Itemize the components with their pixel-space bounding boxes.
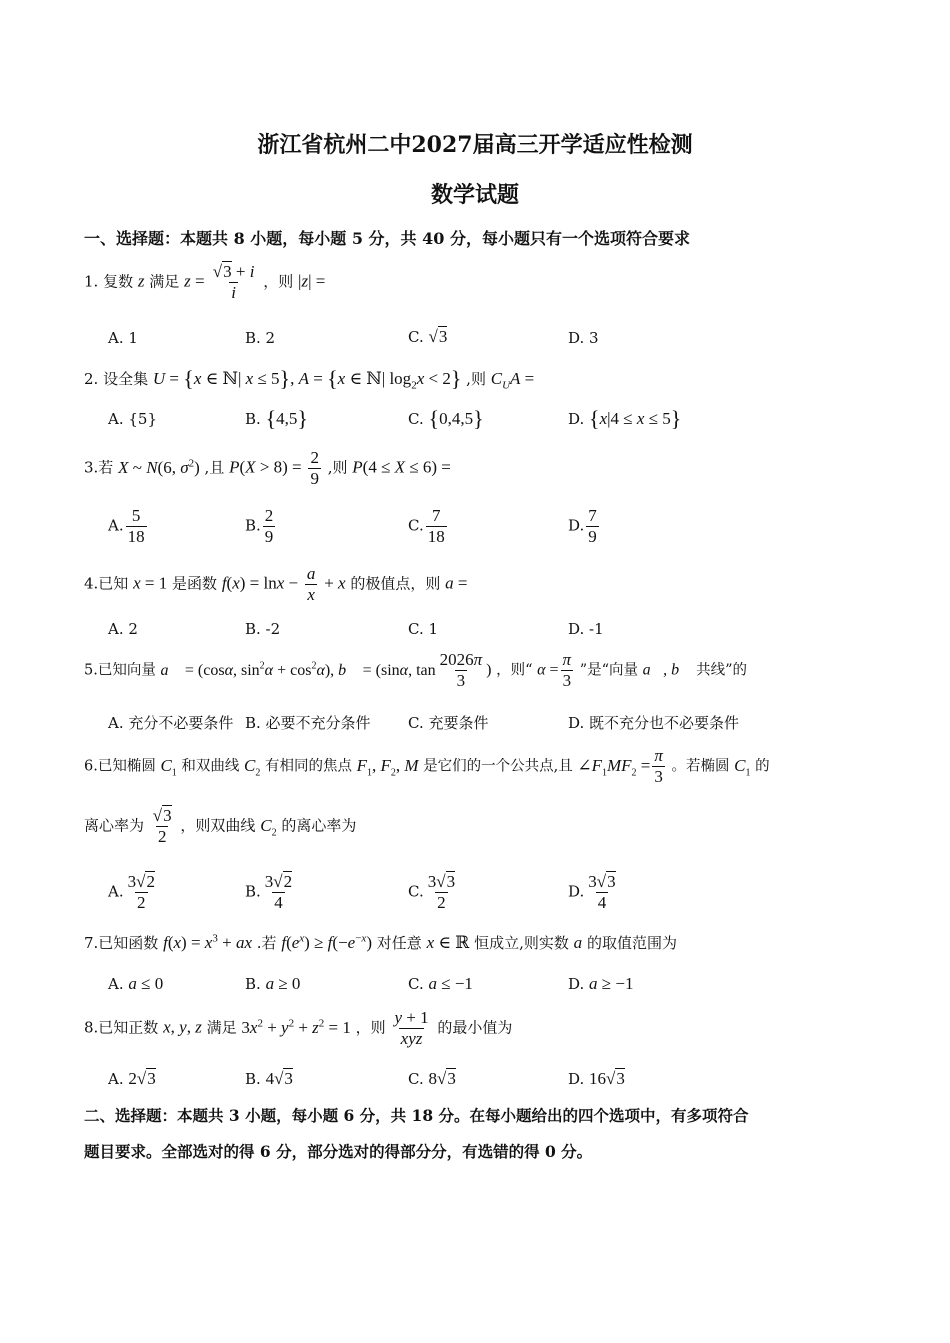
q2-option-c: C. {0,4,5} <box>408 406 484 431</box>
q6-option-b: B. $\frac{3√2}{4}$ <box>245 872 293 912</box>
q4-option-b: B. -2 <box>245 620 281 638</box>
q5-option-a: A. 充分不必要条件 <box>108 714 234 732</box>
q2-option-a: A. {5} <box>108 410 157 428</box>
q3-option-c: C. $\frac{7}{18}$ <box>408 506 445 546</box>
q8-option-b: B. 4√3 <box>245 1069 293 1088</box>
question-6-line-1: 6.已知椭圆 $C_1$ 和双曲线 $C_2$ 有相同的焦点 $F_1$, $F_2$, M 是它们的一个公共点,且 $\angle F_1MF_2$ = $\frac{\pi}{3}$ 。若椭圆 $C_1$ 的 <box>84 746 770 786</box>
question-4: 4.已知 x = 1 是函数 f(x) = lnx − $\frac{a}{x}$ + x 的极值点，则 a = <box>84 564 468 604</box>
q6-option-a: A. $\frac{3√2}{2}$ <box>108 872 155 912</box>
question-8: 8.已知正数 x, y, z 满足 $3x^2 + y^2 + z^2 = 1$ ，则 $\frac{y + 1}{\text{xyz}}$ 的最小值为 <box>84 1008 513 1048</box>
q4-option-d: D. -1 <box>568 620 604 638</box>
q7-option-c: C. a ≤ −1 <box>408 974 473 993</box>
section-one-heading: 一、选择题：本题共 8 小题，每小题 5 分，共 40 分，每小题只有一个选项符合要求 <box>84 229 690 248</box>
q1-option-c: C. √3 <box>408 327 448 346</box>
q2-option-d: D. {x|4 ≤ x ≤ 5} <box>568 406 682 431</box>
exam-subtitle: 数学试题 <box>430 182 519 208</box>
q2-option-b: B. {4,5} <box>245 406 308 431</box>
q1-option-b: B. 2 <box>245 329 276 347</box>
section-two-heading-line-1: 二、选择题：本题共 3 小题，每小题 6 分，共 18 分。在每小题给出的四个选项中，有多项符合 <box>84 1106 749 1125</box>
q4-option-c: C. 1 <box>408 620 439 638</box>
q4-option-a: A. 2 <box>108 620 138 638</box>
q5-option-c: C. 充要条件 <box>408 714 489 732</box>
q8-option-a: A. 2√3 <box>108 1069 156 1088</box>
q5-option-b: B. 必要不充分条件 <box>245 714 371 732</box>
q3-option-b: B. $\frac{2}{9}$ <box>245 506 274 546</box>
section-two-heading-line-2: 题目要求。全部选对的得 6 分，部分选对的得部分分，有选错的得 0 分。 <box>84 1142 593 1161</box>
q6-option-d: D. $\frac{3√3}{4}$ <box>568 872 616 912</box>
q5-option-d: D. 既不充分也不必要条件 <box>568 714 740 732</box>
q1-option-d: D. 3 <box>568 329 599 347</box>
question-1: 1. 复数 z 满足 z = $\frac{√3 + i}{i}$ ，则 |z| = <box>84 262 326 302</box>
q7-option-a: A. a ≤ 0 <box>108 974 164 993</box>
question-2: 2. 设全集 U = {x ∈ ℕ| x ≤ 5}, A = {x ∈ ℕ| $\log_2x < 2$} ,则 $C_UA$ = <box>84 366 535 392</box>
question-3: 3.若 X ~ N(6, $\sigma^2$) ,且 P(X > 8) = $\frac{2}{9}$ ,则 P(4 ≤ X ≤ 6) = <box>84 448 451 488</box>
q7-option-d: D. a ≥ −1 <box>568 974 634 993</box>
q3-option-a: A. $\frac{5}{18}$ <box>108 506 145 546</box>
q7-option-b: B. a ≥ 0 <box>245 974 301 993</box>
q3-option-d: D. $\frac{7}{9}$ <box>568 506 597 546</box>
question-7: 7.已知函数 $f(x) = x^3$ + ax .若 $f(e^x) \ge f(-e^{-x})$ 对任意 x ∈ ℝ 恒成立,则实数 a 的取值范围为 <box>84 932 677 952</box>
exam-title: 浙江省杭州二中2027届高三开学适应性检测 <box>257 132 693 158</box>
q8-option-c: C. 8√3 <box>408 1069 456 1088</box>
q6-option-c: C. $\frac{3√3}{2}$ <box>408 872 456 912</box>
q1-option-a: A. 1 <box>108 329 138 347</box>
question-6-line-2: 离心率为 $\frac{√3}{2}$ ，则双曲线 $C_2$ 的离心率为 <box>84 806 357 846</box>
question-5: 5.已知向量 a⃗ = (cosα, $\sin^2\alpha + \cos^2\alpha$), b⃗ = (sinα, tan $\frac{2026\pi}{3}$ ) ，则“ α = $\frac{\pi}{3}$ ”是“向量 a⃗, b⃗ 共线”的 <box>84 650 748 690</box>
q8-option-d: D. 16√3 <box>568 1069 625 1088</box>
